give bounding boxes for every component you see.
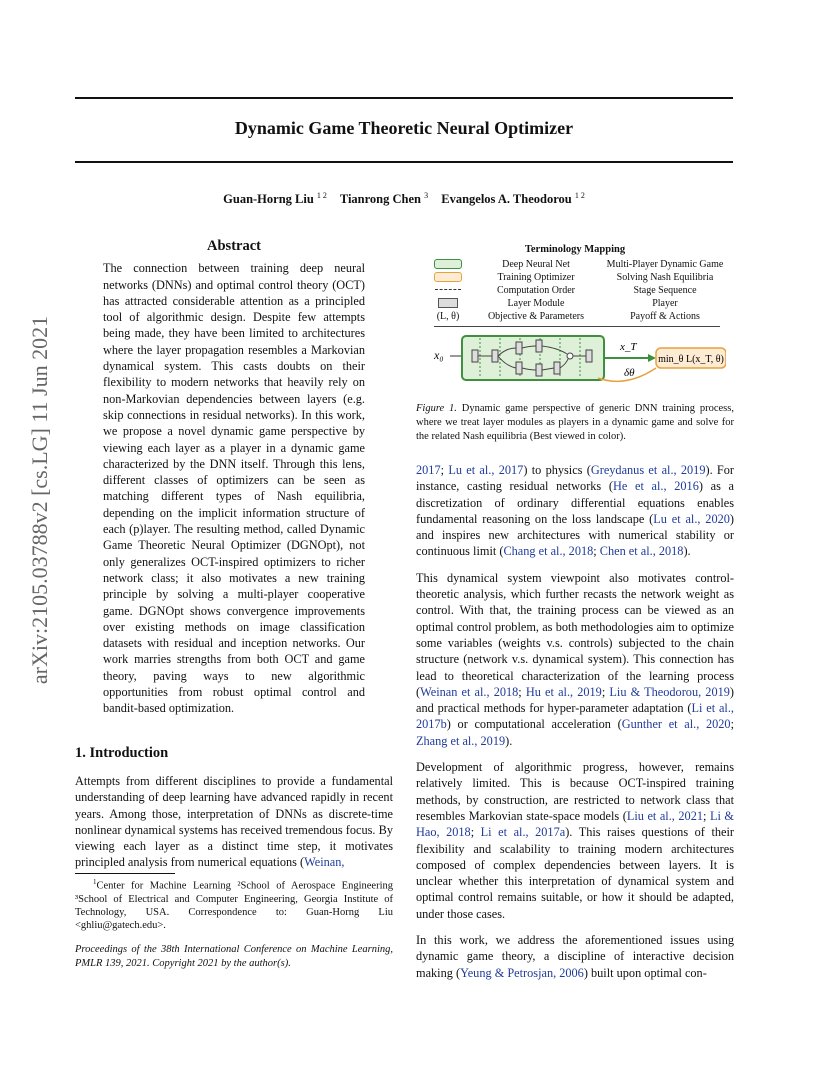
citation-link[interactable]: Gunther et al., 2020 — [621, 717, 731, 732]
game-term: Solving Nash Equilibria — [616, 272, 714, 283]
game-term: Multi-Player Dynamic Game — [606, 259, 724, 270]
paragraph-text: ). For instance, casting residual networks ( — [416, 463, 735, 494]
citation-link[interactable]: He et al., 2016 — [613, 479, 699, 494]
citation-link[interactable]: Chang et al., 2018 — [503, 544, 594, 559]
paragraph-text: In this work, we address the aforementioned issues using dynamic game theory, a discipline of interactive decision making ( — [416, 933, 734, 980]
paragraph-text: ; — [593, 544, 600, 559]
objective-symbol: (L, θ) — [436, 311, 460, 322]
citation-link[interactable]: Zhang et al., 2019 — [416, 733, 506, 748]
paragraph-text: ). — [505, 733, 513, 748]
paragraph-text: Attempts from different disciplines to provide a fundamental understanding of deep learning have advanced rapidly in recent years. Among those, interpretation of DNNs as discrete-time nonlinear dynamical systems has received tremendous focus. By viewing each layer as a distinct time step, it motivates principled analysis from numerical equations ( — [75, 773, 393, 870]
author-affiliation: 3 — [424, 191, 429, 200]
footnote-rule — [75, 873, 175, 874]
right-paragraph — [416, 462, 734, 560]
delta-theta-label: δθ — [624, 367, 635, 379]
terminology-row — [416, 298, 734, 311]
paragraph-text: ; — [730, 717, 734, 732]
paragraph-text: ) built upon optimal con- — [583, 965, 707, 980]
citation-link[interactable]: Lu et al., 2017 — [448, 463, 524, 477]
figure-1 — [416, 244, 734, 442]
game-term: Player — [652, 298, 678, 309]
caption-label: Figure 1. — [416, 403, 457, 414]
dnn-term: Deep Neural Net — [502, 259, 570, 270]
dnn-game-diagram — [426, 334, 726, 396]
paragraph-text: ) to physics ( — [523, 463, 591, 477]
layer-module — [516, 342, 522, 354]
right-paragraph — [416, 759, 734, 922]
citation-link[interactable]: Li et al., 2017a — [480, 825, 566, 840]
citation-link[interactable]: Li et al., 2017b — [416, 701, 735, 732]
citation-link[interactable]: Yeung & Petrosjan, 2006 — [460, 965, 584, 980]
game-term: Stage Sequence — [633, 285, 697, 296]
title-rule-top — [75, 97, 733, 99]
citation-link[interactable]: Li & Hao, 2018 — [416, 808, 734, 840]
layer-module — [554, 362, 560, 374]
author-name: Evangelos A. Theodorou — [441, 192, 572, 207]
paragraph-text: ; — [518, 684, 526, 699]
terminology-row — [416, 285, 734, 298]
layer-module — [536, 340, 542, 352]
gray-box-icon — [438, 298, 458, 308]
proceedings-note: Proceedings of the 38th International Conference on Machine Learning, PMLR 139, 2021. Copyright 2021 by the author(s). — [75, 944, 393, 969]
dnn-term: Computation Order — [496, 285, 576, 296]
footnote-mark: 1 — [93, 878, 97, 886]
citation-link[interactable]: Chen et al., 2018 — [599, 544, 684, 559]
citation-link[interactable]: Hu et al., 2019 — [525, 684, 602, 699]
right-paragraph — [416, 570, 734, 749]
left-column — [75, 238, 393, 871]
paragraph-text: ; — [470, 825, 481, 840]
introduction-paragraph — [75, 773, 393, 871]
paragraph-text: ) or computational acceleration ( — [446, 717, 622, 732]
arxiv-identifier: arXiv:2105.03788v2 [cs.LG] 11 Jun 2021 — [27, 315, 52, 685]
citation-link[interactable]: 2017 — [416, 463, 441, 477]
paragraph-text: ) and practical methods for hyper-parameter adaptation ( — [416, 684, 735, 716]
terminology-row — [416, 272, 734, 285]
paragraph-text: This dynamical system viewpoint also motivates control-theoretic analysis, which further recasts the network weight as control. With that, the training process can be viewed as an optimal control problem, as both methodologies aim to optimize some variables (weights v.s. controls) subjected to the chain structure (network v.s. dynamical system). This connection has lead to theoretical characterization of the learning process ( — [416, 570, 734, 699]
paragraph-text: ; — [601, 684, 610, 699]
paragraph-text: ) and inspires new architectures with numerical stability or continuous limit ( — [416, 511, 735, 559]
introduction-heading: 1. Introduction — [75, 744, 169, 761]
paragraph-text: Development of algorithmic progress, however, remains relatively limited. This is because OCT-inspired training methods, by construction, are restricted to network class that resembles Markovian state-space models ( — [416, 760, 734, 823]
footnote — [75, 876, 393, 932]
paragraph-text: ). This raises questions of their flexibility and scalability to training modern architectures composed of complex dependencies between layers. It is unclear whether this interpretation of dynamical system and optimal control remains suitable, or how it should be adapted, under those cases. — [416, 825, 734, 921]
dnn-term: Layer Module — [507, 298, 565, 309]
abstract-text: The connection between training deep neural networks (DNNs) and optimal control theory (OCT) has attracted considerable attention as a principled tool of algorithmic design. Despite few attempts being made, they have been limited to architectures where the layer propagation resembles a Markovian dynamical system. This casts doubts on their flexibility to modern networks that heavily rely on non-Markovian dependencies between layers (e.g. skip connections in residual networks). In this work, we propose a novel dynamic game perspective by viewing each layer as a player in a dynamic game characterized by the DNN itself. Through this lens, different classes of optimizers can be seen as matching different types of Nash equilibria, depending on the implicit information structure of each (p)layer. The resulting method, called Dynamic Game Theoretic Neural Optimizer (DGNOpt), not only generalizes OCT-inspired optimizers to richer network class; it also motivates a new training principle by solving a multi-player cooperative game. DGNOpt shows convergence improvements over existing methods on image classification datasets with residual and inception networks. Our work marries strengths from both OCT and game theory, paving ways to new algorithmic opportunities from robust optimal control and bandit-based optimization. — [103, 261, 365, 716]
network-box — [462, 336, 604, 380]
citation-link[interactable]: Liu et al., 2021 — [626, 808, 703, 823]
dnn-term: Training Optimizer — [497, 272, 575, 283]
x0-label: x₀ — [434, 348, 444, 362]
right-paragraph — [416, 932, 734, 981]
layer-module — [472, 350, 478, 362]
citation-link[interactable]: Greydanus et al., 2019 — [590, 463, 706, 477]
citation-link[interactable]: Lu et al., 2020 — [653, 511, 730, 526]
green-box-icon — [434, 259, 462, 269]
caption-text: Dynamic game perspective of generic DNN training process, where we treat layer modules as players in a dynamic game and solve for the related Nash equilibria (Best viewed in color). — [416, 403, 734, 442]
xT-label: x_T — [620, 341, 637, 353]
layer-module — [536, 364, 542, 376]
paragraph-text: ; — [440, 463, 449, 477]
citation-link[interactable]: Weinan et al., 2018 — [420, 684, 519, 699]
author-affiliation: 1 2 — [574, 191, 585, 200]
layer-module — [586, 350, 592, 362]
terminology-row — [416, 311, 734, 324]
paper-title: Dynamic Game Theoretic Neural Optimizer — [234, 118, 574, 138]
sum-node — [567, 353, 573, 359]
author-affiliation: 1 2 — [316, 191, 327, 200]
dnn-term: Objective & Parameters — [487, 311, 585, 322]
author-name: Guan-Horng Liu — [223, 192, 314, 207]
paragraph-text: ; — [703, 808, 710, 823]
terminology-row — [416, 259, 734, 272]
right-column — [416, 462, 734, 991]
author-list — [75, 191, 733, 207]
abstract-heading: Abstract — [207, 238, 261, 254]
figure-title: Terminology Mapping — [524, 244, 626, 255]
table-divider — [434, 326, 720, 327]
author-name: Tianrong Chen — [339, 192, 421, 207]
citation-link[interactable]: Liu & Theodorou, 2019 — [609, 684, 730, 699]
paragraph-text: ). — [683, 544, 691, 559]
title-rule-bottom — [75, 161, 733, 163]
game-term: Payoff & Actions — [630, 311, 700, 322]
citation-link[interactable]: Weinan, — [304, 855, 345, 870]
orange-box-icon — [434, 272, 462, 282]
paragraph-text: ) as a discretization of ordinary differential equations enables fundamental reasoning on the loss landscape ( — [416, 479, 735, 526]
dashed-line-icon — [435, 289, 461, 290]
figure-caption — [416, 402, 734, 444]
layer-module — [516, 362, 522, 374]
objective-label: min_θ L(x_T, θ) — [658, 354, 724, 365]
layer-module — [492, 350, 498, 362]
footnote-text: Center for Machine Learning ²School of Aerospace Engineering ³School of Electrical and Computer Engineering, Georgia Institute of Technology, USA. Correspondence to: Guan-Horng Liu <ghliu@gatech.edu>. — [75, 880, 393, 931]
